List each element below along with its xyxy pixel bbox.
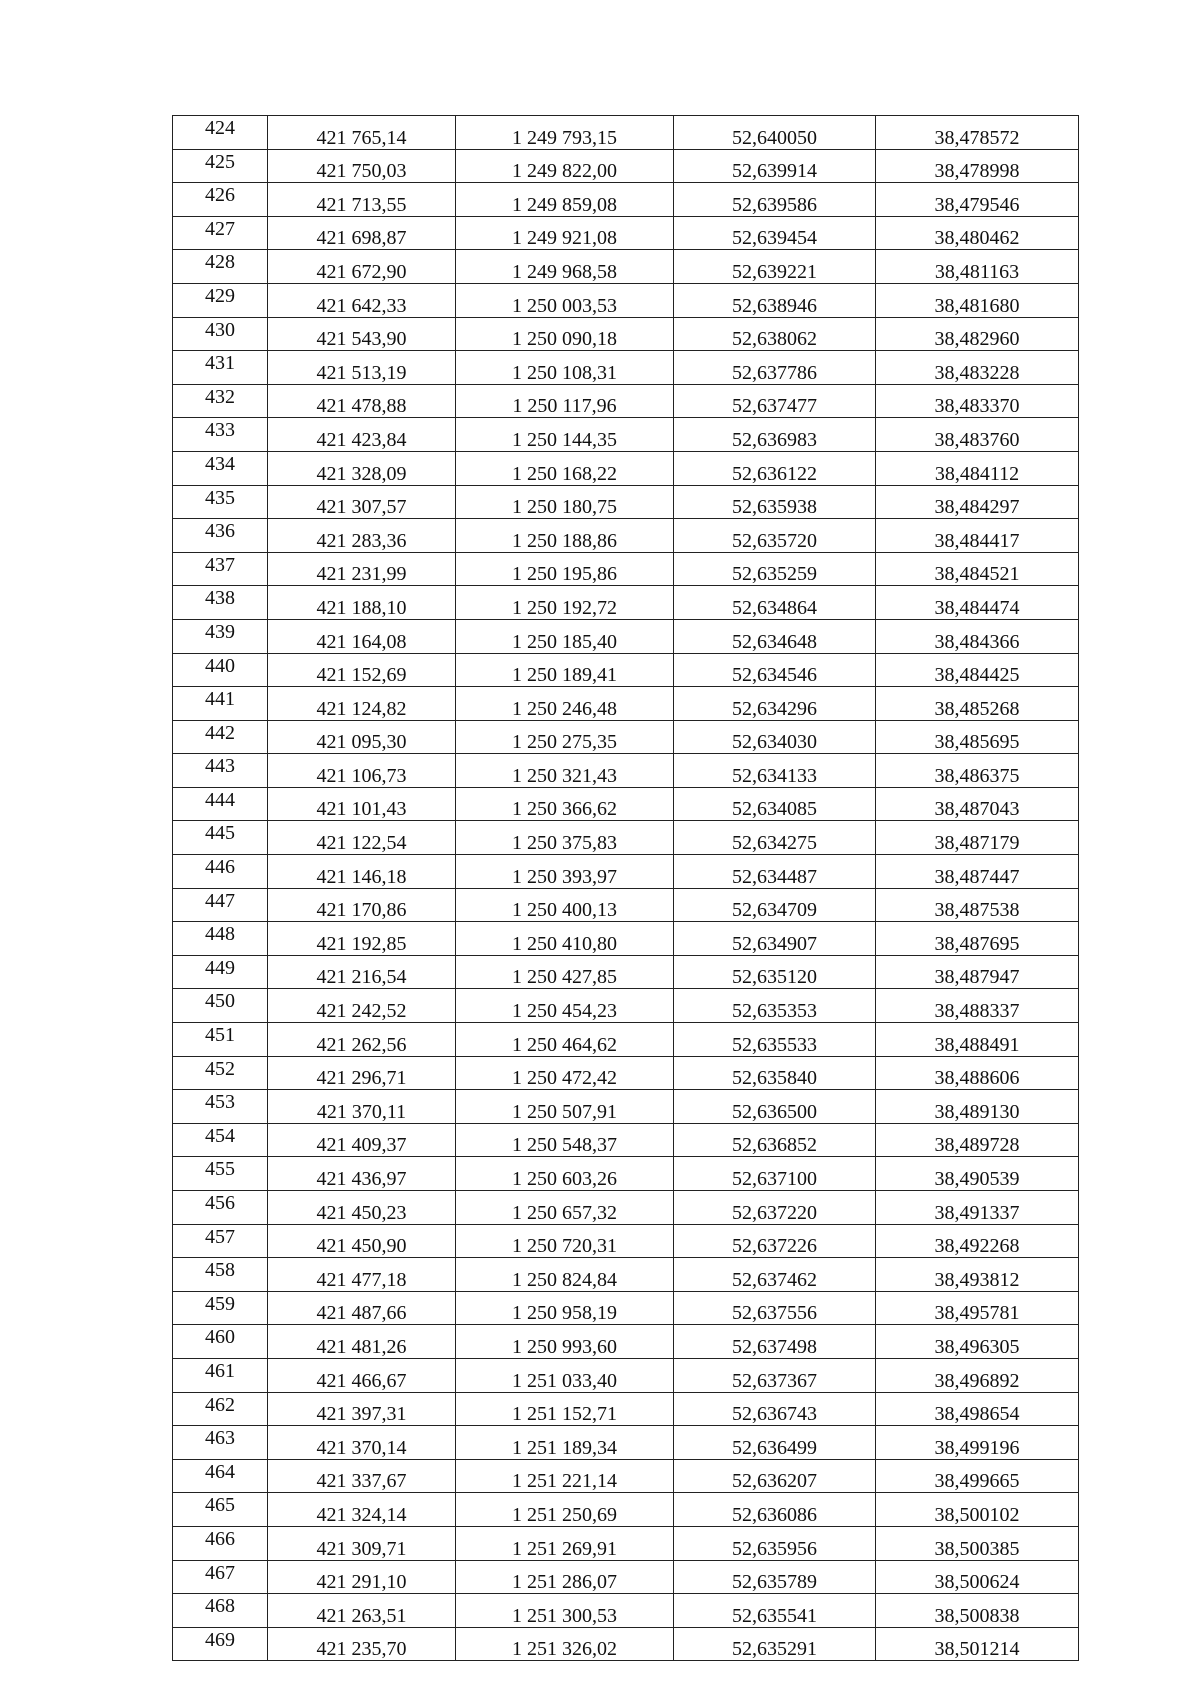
latitude-cell: 52,634487 bbox=[674, 855, 876, 889]
y-coordinate-cell: 1 251 300,53 bbox=[456, 1594, 674, 1628]
point-number-cell: 447 bbox=[173, 888, 268, 922]
x-coordinate-cell: 421 478,88 bbox=[268, 384, 456, 418]
point-number-cell: 467 bbox=[173, 1560, 268, 1594]
x-coordinate-cell: 421 242,52 bbox=[268, 989, 456, 1023]
latitude-cell: 52,637100 bbox=[674, 1157, 876, 1191]
longitude-cell: 38,490539 bbox=[876, 1157, 1079, 1191]
point-number-cell: 441 bbox=[173, 687, 268, 721]
x-coordinate-cell: 421 481,26 bbox=[268, 1325, 456, 1359]
longitude-cell: 38,483228 bbox=[876, 351, 1079, 385]
x-coordinate-cell: 421 283,36 bbox=[268, 519, 456, 553]
longitude-cell: 38,484297 bbox=[876, 485, 1079, 519]
latitude-cell: 52,634709 bbox=[674, 888, 876, 922]
longitude-cell: 38,499665 bbox=[876, 1459, 1079, 1493]
y-coordinate-cell: 1 250 657,32 bbox=[456, 1191, 674, 1225]
table-row bbox=[173, 1426, 1079, 1460]
point-number-cell: 464 bbox=[173, 1459, 268, 1493]
y-coordinate-cell: 1 250 117,96 bbox=[456, 384, 674, 418]
x-coordinate-cell: 421 513,19 bbox=[268, 351, 456, 385]
point-number-cell: 444 bbox=[173, 787, 268, 821]
longitude-cell: 38,481680 bbox=[876, 283, 1079, 317]
y-coordinate-cell: 1 250 720,31 bbox=[456, 1224, 674, 1258]
point-number-cell: 450 bbox=[173, 989, 268, 1023]
y-coordinate-cell: 1 249 921,08 bbox=[456, 216, 674, 250]
x-coordinate-cell: 421 337,67 bbox=[268, 1459, 456, 1493]
longitude-cell: 38,482960 bbox=[876, 317, 1079, 351]
table-row bbox=[173, 1224, 1079, 1258]
table-row bbox=[173, 1291, 1079, 1325]
point-number-cell: 436 bbox=[173, 519, 268, 553]
table-row bbox=[173, 451, 1079, 485]
table-row bbox=[173, 888, 1079, 922]
longitude-cell: 38,488606 bbox=[876, 1056, 1079, 1090]
x-coordinate-cell: 421 188,10 bbox=[268, 586, 456, 620]
longitude-cell: 38,481163 bbox=[876, 250, 1079, 284]
x-coordinate-cell: 421 750,03 bbox=[268, 149, 456, 183]
table-row bbox=[173, 317, 1079, 351]
latitude-cell: 52,639914 bbox=[674, 149, 876, 183]
x-coordinate-cell: 421 124,82 bbox=[268, 687, 456, 721]
y-coordinate-cell: 1 250 472,42 bbox=[456, 1056, 674, 1090]
y-coordinate-cell: 1 250 393,97 bbox=[456, 855, 674, 889]
latitude-cell: 52,638946 bbox=[674, 283, 876, 317]
point-number-cell: 446 bbox=[173, 855, 268, 889]
table-row bbox=[173, 1560, 1079, 1594]
table-row bbox=[173, 1493, 1079, 1527]
y-coordinate-cell: 1 250 185,40 bbox=[456, 619, 674, 653]
x-coordinate-cell: 421 370,14 bbox=[268, 1426, 456, 1460]
point-number-cell: 431 bbox=[173, 351, 268, 385]
table-row bbox=[173, 855, 1079, 889]
point-number-cell: 459 bbox=[173, 1291, 268, 1325]
longitude-cell: 38,478998 bbox=[876, 149, 1079, 183]
latitude-cell: 52,635938 bbox=[674, 485, 876, 519]
latitude-cell: 52,634133 bbox=[674, 754, 876, 788]
point-number-cell: 425 bbox=[173, 149, 268, 183]
latitude-cell: 52,636122 bbox=[674, 451, 876, 485]
latitude-cell: 52,635956 bbox=[674, 1526, 876, 1560]
y-coordinate-cell: 1 249 793,15 bbox=[456, 116, 674, 150]
table-row bbox=[173, 619, 1079, 653]
latitude-cell: 52,635840 bbox=[674, 1056, 876, 1090]
y-coordinate-cell: 1 249 968,58 bbox=[456, 250, 674, 284]
point-number-cell: 427 bbox=[173, 216, 268, 250]
longitude-cell: 38,492268 bbox=[876, 1224, 1079, 1258]
table-row bbox=[173, 1594, 1079, 1628]
y-coordinate-cell: 1 251 152,71 bbox=[456, 1392, 674, 1426]
y-coordinate-cell: 1 250 548,37 bbox=[456, 1123, 674, 1157]
x-coordinate-cell: 421 477,18 bbox=[268, 1258, 456, 1292]
point-number-cell: 433 bbox=[173, 418, 268, 452]
point-number-cell: 458 bbox=[173, 1258, 268, 1292]
longitude-cell: 38,485268 bbox=[876, 687, 1079, 721]
table-row bbox=[173, 418, 1079, 452]
longitude-cell: 38,485695 bbox=[876, 720, 1079, 754]
latitude-cell: 52,636500 bbox=[674, 1090, 876, 1124]
y-coordinate-cell: 1 250 603,26 bbox=[456, 1157, 674, 1191]
table-row bbox=[173, 1258, 1079, 1292]
latitude-cell: 52,636983 bbox=[674, 418, 876, 452]
point-number-cell: 469 bbox=[173, 1627, 268, 1661]
longitude-cell: 38,493812 bbox=[876, 1258, 1079, 1292]
table-row bbox=[173, 1459, 1079, 1493]
x-coordinate-cell: 421 095,30 bbox=[268, 720, 456, 754]
point-number-cell: 430 bbox=[173, 317, 268, 351]
x-coordinate-cell: 421 296,71 bbox=[268, 1056, 456, 1090]
latitude-cell: 52,635533 bbox=[674, 1023, 876, 1057]
x-coordinate-cell: 421 487,66 bbox=[268, 1291, 456, 1325]
y-coordinate-cell: 1 251 221,14 bbox=[456, 1459, 674, 1493]
latitude-cell: 52,635541 bbox=[674, 1594, 876, 1628]
latitude-cell: 52,635120 bbox=[674, 955, 876, 989]
x-coordinate-cell: 421 370,11 bbox=[268, 1090, 456, 1124]
x-coordinate-cell: 421 698,87 bbox=[268, 216, 456, 250]
y-coordinate-cell: 1 250 189,41 bbox=[456, 653, 674, 687]
y-coordinate-cell: 1 251 189,34 bbox=[456, 1426, 674, 1460]
x-coordinate-cell: 421 450,23 bbox=[268, 1191, 456, 1225]
y-coordinate-cell: 1 250 168,22 bbox=[456, 451, 674, 485]
latitude-cell: 52,640050 bbox=[674, 116, 876, 150]
point-number-cell: 463 bbox=[173, 1426, 268, 1460]
y-coordinate-cell: 1 250 090,18 bbox=[456, 317, 674, 351]
table-row bbox=[173, 552, 1079, 586]
x-coordinate-cell: 421 235,70 bbox=[268, 1627, 456, 1661]
y-coordinate-cell: 1 249 822,00 bbox=[456, 149, 674, 183]
longitude-cell: 38,498654 bbox=[876, 1392, 1079, 1426]
longitude-cell: 38,489728 bbox=[876, 1123, 1079, 1157]
y-coordinate-cell: 1 250 464,62 bbox=[456, 1023, 674, 1057]
longitude-cell: 38,501214 bbox=[876, 1627, 1079, 1661]
y-coordinate-cell: 1 250 410,80 bbox=[456, 922, 674, 956]
x-coordinate-cell: 421 450,90 bbox=[268, 1224, 456, 1258]
x-coordinate-cell: 421 466,67 bbox=[268, 1358, 456, 1392]
point-number-cell: 465 bbox=[173, 1493, 268, 1527]
x-coordinate-cell: 421 436,97 bbox=[268, 1157, 456, 1191]
table-row bbox=[173, 720, 1079, 754]
point-number-cell: 454 bbox=[173, 1123, 268, 1157]
latitude-cell: 52,635353 bbox=[674, 989, 876, 1023]
table-row bbox=[173, 250, 1079, 284]
table-row bbox=[173, 1157, 1079, 1191]
point-number-cell: 456 bbox=[173, 1191, 268, 1225]
longitude-cell: 38,484474 bbox=[876, 586, 1079, 620]
x-coordinate-cell: 421 543,90 bbox=[268, 317, 456, 351]
coordinates-table bbox=[172, 115, 1079, 1661]
latitude-cell: 52,638062 bbox=[674, 317, 876, 351]
y-coordinate-cell: 1 250 003,53 bbox=[456, 283, 674, 317]
longitude-cell: 38,489130 bbox=[876, 1090, 1079, 1124]
point-number-cell: 432 bbox=[173, 384, 268, 418]
point-number-cell: 455 bbox=[173, 1157, 268, 1191]
longitude-cell: 38,500838 bbox=[876, 1594, 1079, 1628]
x-coordinate-cell: 421 192,85 bbox=[268, 922, 456, 956]
latitude-cell: 52,635789 bbox=[674, 1560, 876, 1594]
longitude-cell: 38,487695 bbox=[876, 922, 1079, 956]
x-coordinate-cell: 421 713,55 bbox=[268, 183, 456, 217]
latitude-cell: 52,634648 bbox=[674, 619, 876, 653]
y-coordinate-cell: 1 249 859,08 bbox=[456, 183, 674, 217]
point-number-cell: 429 bbox=[173, 283, 268, 317]
latitude-cell: 52,637786 bbox=[674, 351, 876, 385]
y-coordinate-cell: 1 251 033,40 bbox=[456, 1358, 674, 1392]
longitude-cell: 38,500624 bbox=[876, 1560, 1079, 1594]
point-number-cell: 466 bbox=[173, 1526, 268, 1560]
coordinates-table-body bbox=[173, 116, 1079, 1661]
latitude-cell: 52,634085 bbox=[674, 787, 876, 821]
table-row bbox=[173, 216, 1079, 250]
latitude-cell: 52,637226 bbox=[674, 1224, 876, 1258]
latitude-cell: 52,634907 bbox=[674, 922, 876, 956]
longitude-cell: 38,483370 bbox=[876, 384, 1079, 418]
y-coordinate-cell: 1 251 326,02 bbox=[456, 1627, 674, 1661]
latitude-cell: 52,636207 bbox=[674, 1459, 876, 1493]
point-number-cell: 435 bbox=[173, 485, 268, 519]
point-number-cell: 461 bbox=[173, 1358, 268, 1392]
longitude-cell: 38,488337 bbox=[876, 989, 1079, 1023]
table-row bbox=[173, 1191, 1079, 1225]
point-number-cell: 438 bbox=[173, 586, 268, 620]
x-coordinate-cell: 421 328,09 bbox=[268, 451, 456, 485]
latitude-cell: 52,636499 bbox=[674, 1426, 876, 1460]
point-number-cell: 453 bbox=[173, 1090, 268, 1124]
point-number-cell: 440 bbox=[173, 653, 268, 687]
table-row bbox=[173, 1392, 1079, 1426]
y-coordinate-cell: 1 250 144,35 bbox=[456, 418, 674, 452]
point-number-cell: 449 bbox=[173, 955, 268, 989]
y-coordinate-cell: 1 250 246,48 bbox=[456, 687, 674, 721]
longitude-cell: 38,484112 bbox=[876, 451, 1079, 485]
point-number-cell: 457 bbox=[173, 1224, 268, 1258]
longitude-cell: 38,484425 bbox=[876, 653, 1079, 687]
table-row bbox=[173, 787, 1079, 821]
y-coordinate-cell: 1 251 250,69 bbox=[456, 1493, 674, 1527]
longitude-cell: 38,483760 bbox=[876, 418, 1079, 452]
y-coordinate-cell: 1 250 275,35 bbox=[456, 720, 674, 754]
latitude-cell: 52,634030 bbox=[674, 720, 876, 754]
table-row bbox=[173, 1627, 1079, 1661]
latitude-cell: 52,637556 bbox=[674, 1291, 876, 1325]
x-coordinate-cell: 421 324,14 bbox=[268, 1493, 456, 1527]
x-coordinate-cell: 421 397,31 bbox=[268, 1392, 456, 1426]
table-row bbox=[173, 922, 1079, 956]
longitude-cell: 38,480462 bbox=[876, 216, 1079, 250]
point-number-cell: 451 bbox=[173, 1023, 268, 1057]
point-number-cell: 426 bbox=[173, 183, 268, 217]
longitude-cell: 38,486375 bbox=[876, 754, 1079, 788]
x-coordinate-cell: 421 307,57 bbox=[268, 485, 456, 519]
table-row bbox=[173, 1023, 1079, 1057]
point-number-cell: 460 bbox=[173, 1325, 268, 1359]
latitude-cell: 52,634546 bbox=[674, 653, 876, 687]
x-coordinate-cell: 421 122,54 bbox=[268, 821, 456, 855]
latitude-cell: 52,636743 bbox=[674, 1392, 876, 1426]
table-row bbox=[173, 283, 1079, 317]
longitude-cell: 38,487947 bbox=[876, 955, 1079, 989]
table-row bbox=[173, 384, 1079, 418]
table-row bbox=[173, 955, 1079, 989]
longitude-cell: 38,491337 bbox=[876, 1191, 1079, 1225]
x-coordinate-cell: 421 672,90 bbox=[268, 250, 456, 284]
table-row bbox=[173, 183, 1079, 217]
table-row bbox=[173, 519, 1079, 553]
x-coordinate-cell: 421 101,43 bbox=[268, 787, 456, 821]
table-row bbox=[173, 351, 1079, 385]
x-coordinate-cell: 421 152,69 bbox=[268, 653, 456, 687]
longitude-cell: 38,487043 bbox=[876, 787, 1079, 821]
point-number-cell: 462 bbox=[173, 1392, 268, 1426]
point-number-cell: 442 bbox=[173, 720, 268, 754]
latitude-cell: 52,639221 bbox=[674, 250, 876, 284]
table-row bbox=[173, 149, 1079, 183]
y-coordinate-cell: 1 250 192,72 bbox=[456, 586, 674, 620]
table-row bbox=[173, 116, 1079, 150]
point-number-cell: 443 bbox=[173, 754, 268, 788]
point-number-cell: 428 bbox=[173, 250, 268, 284]
point-number-cell: 437 bbox=[173, 552, 268, 586]
y-coordinate-cell: 1 250 108,31 bbox=[456, 351, 674, 385]
table-row bbox=[173, 687, 1079, 721]
x-coordinate-cell: 421 262,56 bbox=[268, 1023, 456, 1057]
x-coordinate-cell: 421 164,08 bbox=[268, 619, 456, 653]
y-coordinate-cell: 1 250 375,83 bbox=[456, 821, 674, 855]
longitude-cell: 38,499196 bbox=[876, 1426, 1079, 1460]
x-coordinate-cell: 421 106,73 bbox=[268, 754, 456, 788]
longitude-cell: 38,500102 bbox=[876, 1493, 1079, 1527]
x-coordinate-cell: 421 409,37 bbox=[268, 1123, 456, 1157]
y-coordinate-cell: 1 250 993,60 bbox=[456, 1325, 674, 1359]
y-coordinate-cell: 1 250 180,75 bbox=[456, 485, 674, 519]
table-row bbox=[173, 1123, 1079, 1157]
latitude-cell: 52,634296 bbox=[674, 687, 876, 721]
point-number-cell: 434 bbox=[173, 451, 268, 485]
x-coordinate-cell: 421 231,99 bbox=[268, 552, 456, 586]
longitude-cell: 38,487179 bbox=[876, 821, 1079, 855]
longitude-cell: 38,496305 bbox=[876, 1325, 1079, 1359]
y-coordinate-cell: 1 250 427,85 bbox=[456, 955, 674, 989]
point-number-cell: 452 bbox=[173, 1056, 268, 1090]
y-coordinate-cell: 1 250 321,43 bbox=[456, 754, 674, 788]
table-row bbox=[173, 1056, 1079, 1090]
table-row bbox=[173, 485, 1079, 519]
longitude-cell: 38,495781 bbox=[876, 1291, 1079, 1325]
x-coordinate-cell: 421 642,33 bbox=[268, 283, 456, 317]
table-row bbox=[173, 1090, 1079, 1124]
y-coordinate-cell: 1 250 400,13 bbox=[456, 888, 674, 922]
x-coordinate-cell: 421 146,18 bbox=[268, 855, 456, 889]
x-coordinate-cell: 421 170,86 bbox=[268, 888, 456, 922]
latitude-cell: 52,635720 bbox=[674, 519, 876, 553]
longitude-cell: 38,478572 bbox=[876, 116, 1079, 150]
longitude-cell: 38,488491 bbox=[876, 1023, 1079, 1057]
table-row bbox=[173, 821, 1079, 855]
y-coordinate-cell: 1 251 286,07 bbox=[456, 1560, 674, 1594]
x-coordinate-cell: 421 263,51 bbox=[268, 1594, 456, 1628]
longitude-cell: 38,487538 bbox=[876, 888, 1079, 922]
longitude-cell: 38,500385 bbox=[876, 1526, 1079, 1560]
y-coordinate-cell: 1 250 454,23 bbox=[456, 989, 674, 1023]
latitude-cell: 52,637498 bbox=[674, 1325, 876, 1359]
latitude-cell: 52,639454 bbox=[674, 216, 876, 250]
longitude-cell: 38,487447 bbox=[876, 855, 1079, 889]
point-number-cell: 468 bbox=[173, 1594, 268, 1628]
y-coordinate-cell: 1 250 188,86 bbox=[456, 519, 674, 553]
x-coordinate-cell: 421 423,84 bbox=[268, 418, 456, 452]
y-coordinate-cell: 1 250 366,62 bbox=[456, 787, 674, 821]
latitude-cell: 52,635291 bbox=[674, 1627, 876, 1661]
longitude-cell: 38,484417 bbox=[876, 519, 1079, 553]
longitude-cell: 38,484521 bbox=[876, 552, 1079, 586]
point-number-cell: 439 bbox=[173, 619, 268, 653]
y-coordinate-cell: 1 250 958,19 bbox=[456, 1291, 674, 1325]
x-coordinate-cell: 421 309,71 bbox=[268, 1526, 456, 1560]
latitude-cell: 52,637462 bbox=[674, 1258, 876, 1292]
longitude-cell: 38,479546 bbox=[876, 183, 1079, 217]
latitude-cell: 52,637367 bbox=[674, 1358, 876, 1392]
table-row bbox=[173, 586, 1079, 620]
x-coordinate-cell: 421 291,10 bbox=[268, 1560, 456, 1594]
table-row bbox=[173, 653, 1079, 687]
y-coordinate-cell: 1 250 507,91 bbox=[456, 1090, 674, 1124]
y-coordinate-cell: 1 250 824,84 bbox=[456, 1258, 674, 1292]
point-number-cell: 424 bbox=[173, 116, 268, 150]
y-coordinate-cell: 1 251 269,91 bbox=[456, 1526, 674, 1560]
point-number-cell: 448 bbox=[173, 922, 268, 956]
latitude-cell: 52,637220 bbox=[674, 1191, 876, 1225]
latitude-cell: 52,636086 bbox=[674, 1493, 876, 1527]
x-coordinate-cell: 421 216,54 bbox=[268, 955, 456, 989]
table-row bbox=[173, 1358, 1079, 1392]
latitude-cell: 52,634864 bbox=[674, 586, 876, 620]
table-row bbox=[173, 1325, 1079, 1359]
longitude-cell: 38,484366 bbox=[876, 619, 1079, 653]
latitude-cell: 52,639586 bbox=[674, 183, 876, 217]
latitude-cell: 52,637477 bbox=[674, 384, 876, 418]
table-row bbox=[173, 754, 1079, 788]
x-coordinate-cell: 421 765,14 bbox=[268, 116, 456, 150]
table-row bbox=[173, 1526, 1079, 1560]
longitude-cell: 38,496892 bbox=[876, 1358, 1079, 1392]
latitude-cell: 52,636852 bbox=[674, 1123, 876, 1157]
point-number-cell: 445 bbox=[173, 821, 268, 855]
latitude-cell: 52,635259 bbox=[674, 552, 876, 586]
latitude-cell: 52,634275 bbox=[674, 821, 876, 855]
y-coordinate-cell: 1 250 195,86 bbox=[456, 552, 674, 586]
table-row bbox=[173, 989, 1079, 1023]
